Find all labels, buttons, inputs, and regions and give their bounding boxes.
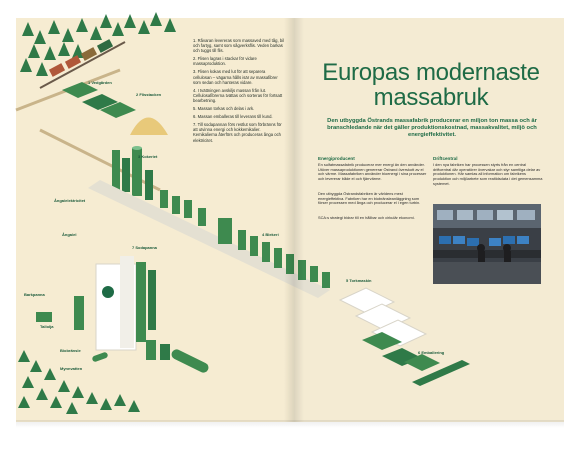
train <box>40 39 125 88</box>
control-room-photo <box>433 204 541 284</box>
warehouses <box>340 288 440 371</box>
label-emballering: 6 Emballering <box>418 350 445 355</box>
forest-bottom <box>18 350 140 414</box>
step-6: 6. Massan emballeras till leverans till kund. <box>193 114 273 120</box>
col2-heading: Driftcentral <box>433 156 458 161</box>
step-3: 3. Flisen kokas med lut för att separera cellulosan – vägarna hålls isär av massafibrer som sedan och hanteras vidare. <box>193 69 278 85</box>
col1-heading: Energiproducent <box>318 156 355 161</box>
label-barkpanna: Barkpanna <box>24 292 45 297</box>
label-vedgarden: 1 Vedgården <box>88 80 112 85</box>
step-7: 7. Till sodapannan förs restlut som förbränns för att utvinna energi och kokkemikalier. Kemikalierna återförs och produceras ånga och elektricitet. <box>193 122 282 143</box>
label-flisstacken: 2 Flisstacken <box>136 92 162 97</box>
col1-paragraph-2: Den utbyggda Östrandsfabriken är världens mest energieffektiva. Fabriken har en biobränsleanläggning som förser processen med ånga och producerar el i egen turbin. <box>318 191 421 206</box>
label-tallolja: Tallolja <box>40 324 54 329</box>
page-title: Europas modernaste massabruk <box>322 59 540 111</box>
wood-yard <box>62 82 136 118</box>
col2-paragraph-1: I den nya fabriken har processen styrts från en central driftcentral där operatörer övervakar och styr samtliga delar av produktionen. Här samlas all information om fabrikens produktion och miljöarbete som realtidsdata i det gemensamma systemet. <box>433 162 543 186</box>
page-bottom-shadow <box>16 420 564 428</box>
label-torkmaskin: 5 Torkmaskin <box>346 278 372 283</box>
recovery-boiler <box>96 256 156 350</box>
chip-pile <box>130 118 168 136</box>
label-biobransle: Biobränsle <box>60 348 81 353</box>
label-sodapanna: 7 Sodapanna <box>132 245 157 250</box>
step-4: 4. I tvättningen avskiljs massan från lut. Cellulosafibrerna tvättas och sorteras för fortsatt bearbetning. <box>193 87 283 103</box>
lead-paragraph: Den utbyggda Östrands massafabrik producerar en miljon ton massa och är branschledande när det gäller produktionskostnad, massakvalitet, miljö och energieffektivitet. <box>327 118 537 138</box>
label-kokeriet: 3 Kokeriet <box>138 154 158 159</box>
col1-paragraph-3: SCA:s strategi bidrar till en hållbar och cirkulär ekonomi. <box>318 215 415 220</box>
process-steps <box>193 38 285 146</box>
step-2: 2. Flisen lagras i stackar för vidare massaproduktion. <box>193 56 257 67</box>
col1-paragraph-1: En sulfatmassafabrik producerar mer energi än den använder. Utöver massaproduktionen genererar Östrand överskott av el och värme. Massafabriken använder bioenergi i sina processer och levererar både el och fjärrvärme. <box>318 162 427 182</box>
forest-top <box>20 12 176 76</box>
step-1: 1. Råvaran levereras som massaved med tåg, bil och fartyg, samt som sågverksflis. Veden barkas och tuggs till flis. <box>193 38 285 54</box>
label-anga-el: Ånga/el <box>62 232 77 237</box>
step-5: 5. Massan torkas och delas i ark. <box>193 106 255 112</box>
label-blekeri: 4 Blekeri <box>262 232 279 237</box>
tanks <box>160 190 330 288</box>
label-mynnvatten: Mynnvatten <box>60 366 83 371</box>
label-anga-elektricitet: Ånga/elektricitet <box>54 198 86 203</box>
spine-shadow <box>284 18 304 422</box>
